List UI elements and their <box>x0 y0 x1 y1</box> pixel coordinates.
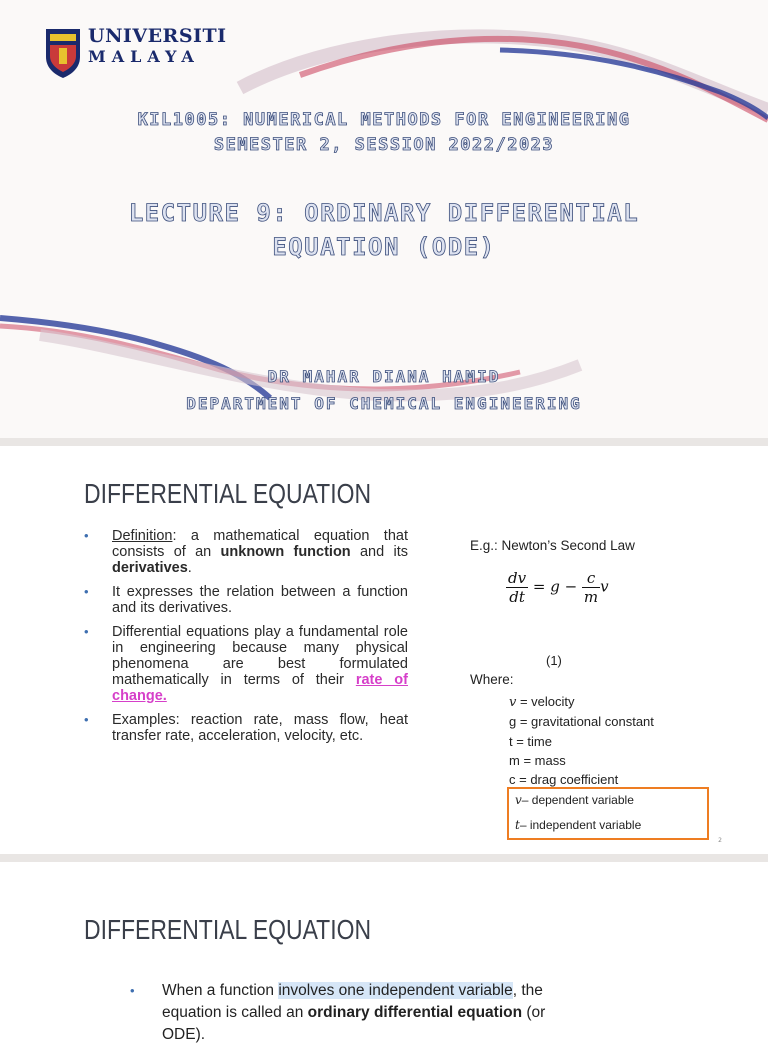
variable-definitions <box>509 692 654 789</box>
def-drag: c = drag coefficient <box>509 772 619 788</box>
equation-number: (1) <box>546 653 562 668</box>
dv-dt-fraction: $\frac{dv}{dt}$ <box>508 569 527 606</box>
rate-of-change-link[interactable]: rate of change. <box>112 672 408 704</box>
unknown-function-text: unknown function <box>220 544 351 560</box>
def-gravity: g = gravitational constant <box>509 714 654 730</box>
newton-equation <box>506 569 609 606</box>
slide-title: DIFFERENTIAL EQUATION <box>84 478 372 509</box>
ode-term: ordinary differential equation <box>307 1004 523 1021</box>
def-mass: m = mass <box>509 752 566 768</box>
title-slide <box>0 0 768 438</box>
variable-type-box <box>507 787 709 840</box>
def-velocity: v = velocity <box>509 694 575 710</box>
course-semester: SEMESTER 2, SESSION 2022/2023 <box>213 135 555 155</box>
highlighted-text: involves one independent variable <box>278 982 513 999</box>
logo-text-line2: MALAYA <box>88 47 200 66</box>
logo-text-line1: UNIVERSITI <box>88 25 227 47</box>
bullet-list <box>84 528 408 752</box>
author-block <box>0 363 768 417</box>
ode-slide <box>0 862 768 1043</box>
dependent-variable: v– dependent variable <box>515 793 634 807</box>
bullet-dot: • <box>130 983 135 998</box>
lecture-title <box>0 196 768 264</box>
velocity-var: v <box>600 577 609 596</box>
definition-term: Definition <box>112 528 173 544</box>
where-label: Where: <box>470 672 514 687</box>
differential-equation-slide <box>0 446 768 854</box>
bullet-ode-definition: • When a function involves one independent variable, the equation is called an ordinary differential equation (or ODE). <box>130 982 546 1043</box>
course-heading <box>0 108 768 158</box>
slide-title: DIFFERENTIAL EQUATION <box>84 914 372 945</box>
independent-variable: t– independent variable <box>515 818 642 832</box>
slide-divider <box>0 854 768 862</box>
bullet-examples: • Examples: reaction rate, mass flow, heat transfer rate, acceleration, velocity, etc. <box>84 712 408 744</box>
example-label: E.g.: Newton’s Second Law <box>470 538 635 553</box>
def-time: t = time <box>509 733 552 749</box>
author-department: DEPARTMENT OF CHEMICAL ENGINEERING <box>186 394 582 413</box>
course-title: KIL1005: NUMERICAL METHODS FOR ENGINEERING <box>137 110 631 130</box>
author-name: DR MAHAR DIANA HAMID <box>267 367 501 386</box>
c-m-fraction: $\frac{c}{m}$ <box>583 569 599 606</box>
slide-divider <box>0 438 768 446</box>
bullet-definition: • Definition: a mathematical equation that consists of an unknown function and its derivatives. <box>84 528 408 576</box>
bullet-fundamental: • Differential equations play a fundamental role in engineering because many physical phenomena are best formulated mathematically in terms of their rate of change. <box>84 624 408 704</box>
derivatives-text: derivatives <box>112 560 188 576</box>
page-number: 2 <box>718 837 722 844</box>
lecture-title-line1: LECTURE 9: ORDINARY DIFFERENTIAL <box>128 199 640 227</box>
university-logo <box>44 25 227 83</box>
bullet-relation: • It expresses the relation between a function and its derivatives. <box>84 584 408 616</box>
lecture-title-line2: EQUATION (ODE) <box>272 233 496 261</box>
equals-g-minus: = g − <box>532 577 578 596</box>
university-crest-icon <box>44 27 82 79</box>
